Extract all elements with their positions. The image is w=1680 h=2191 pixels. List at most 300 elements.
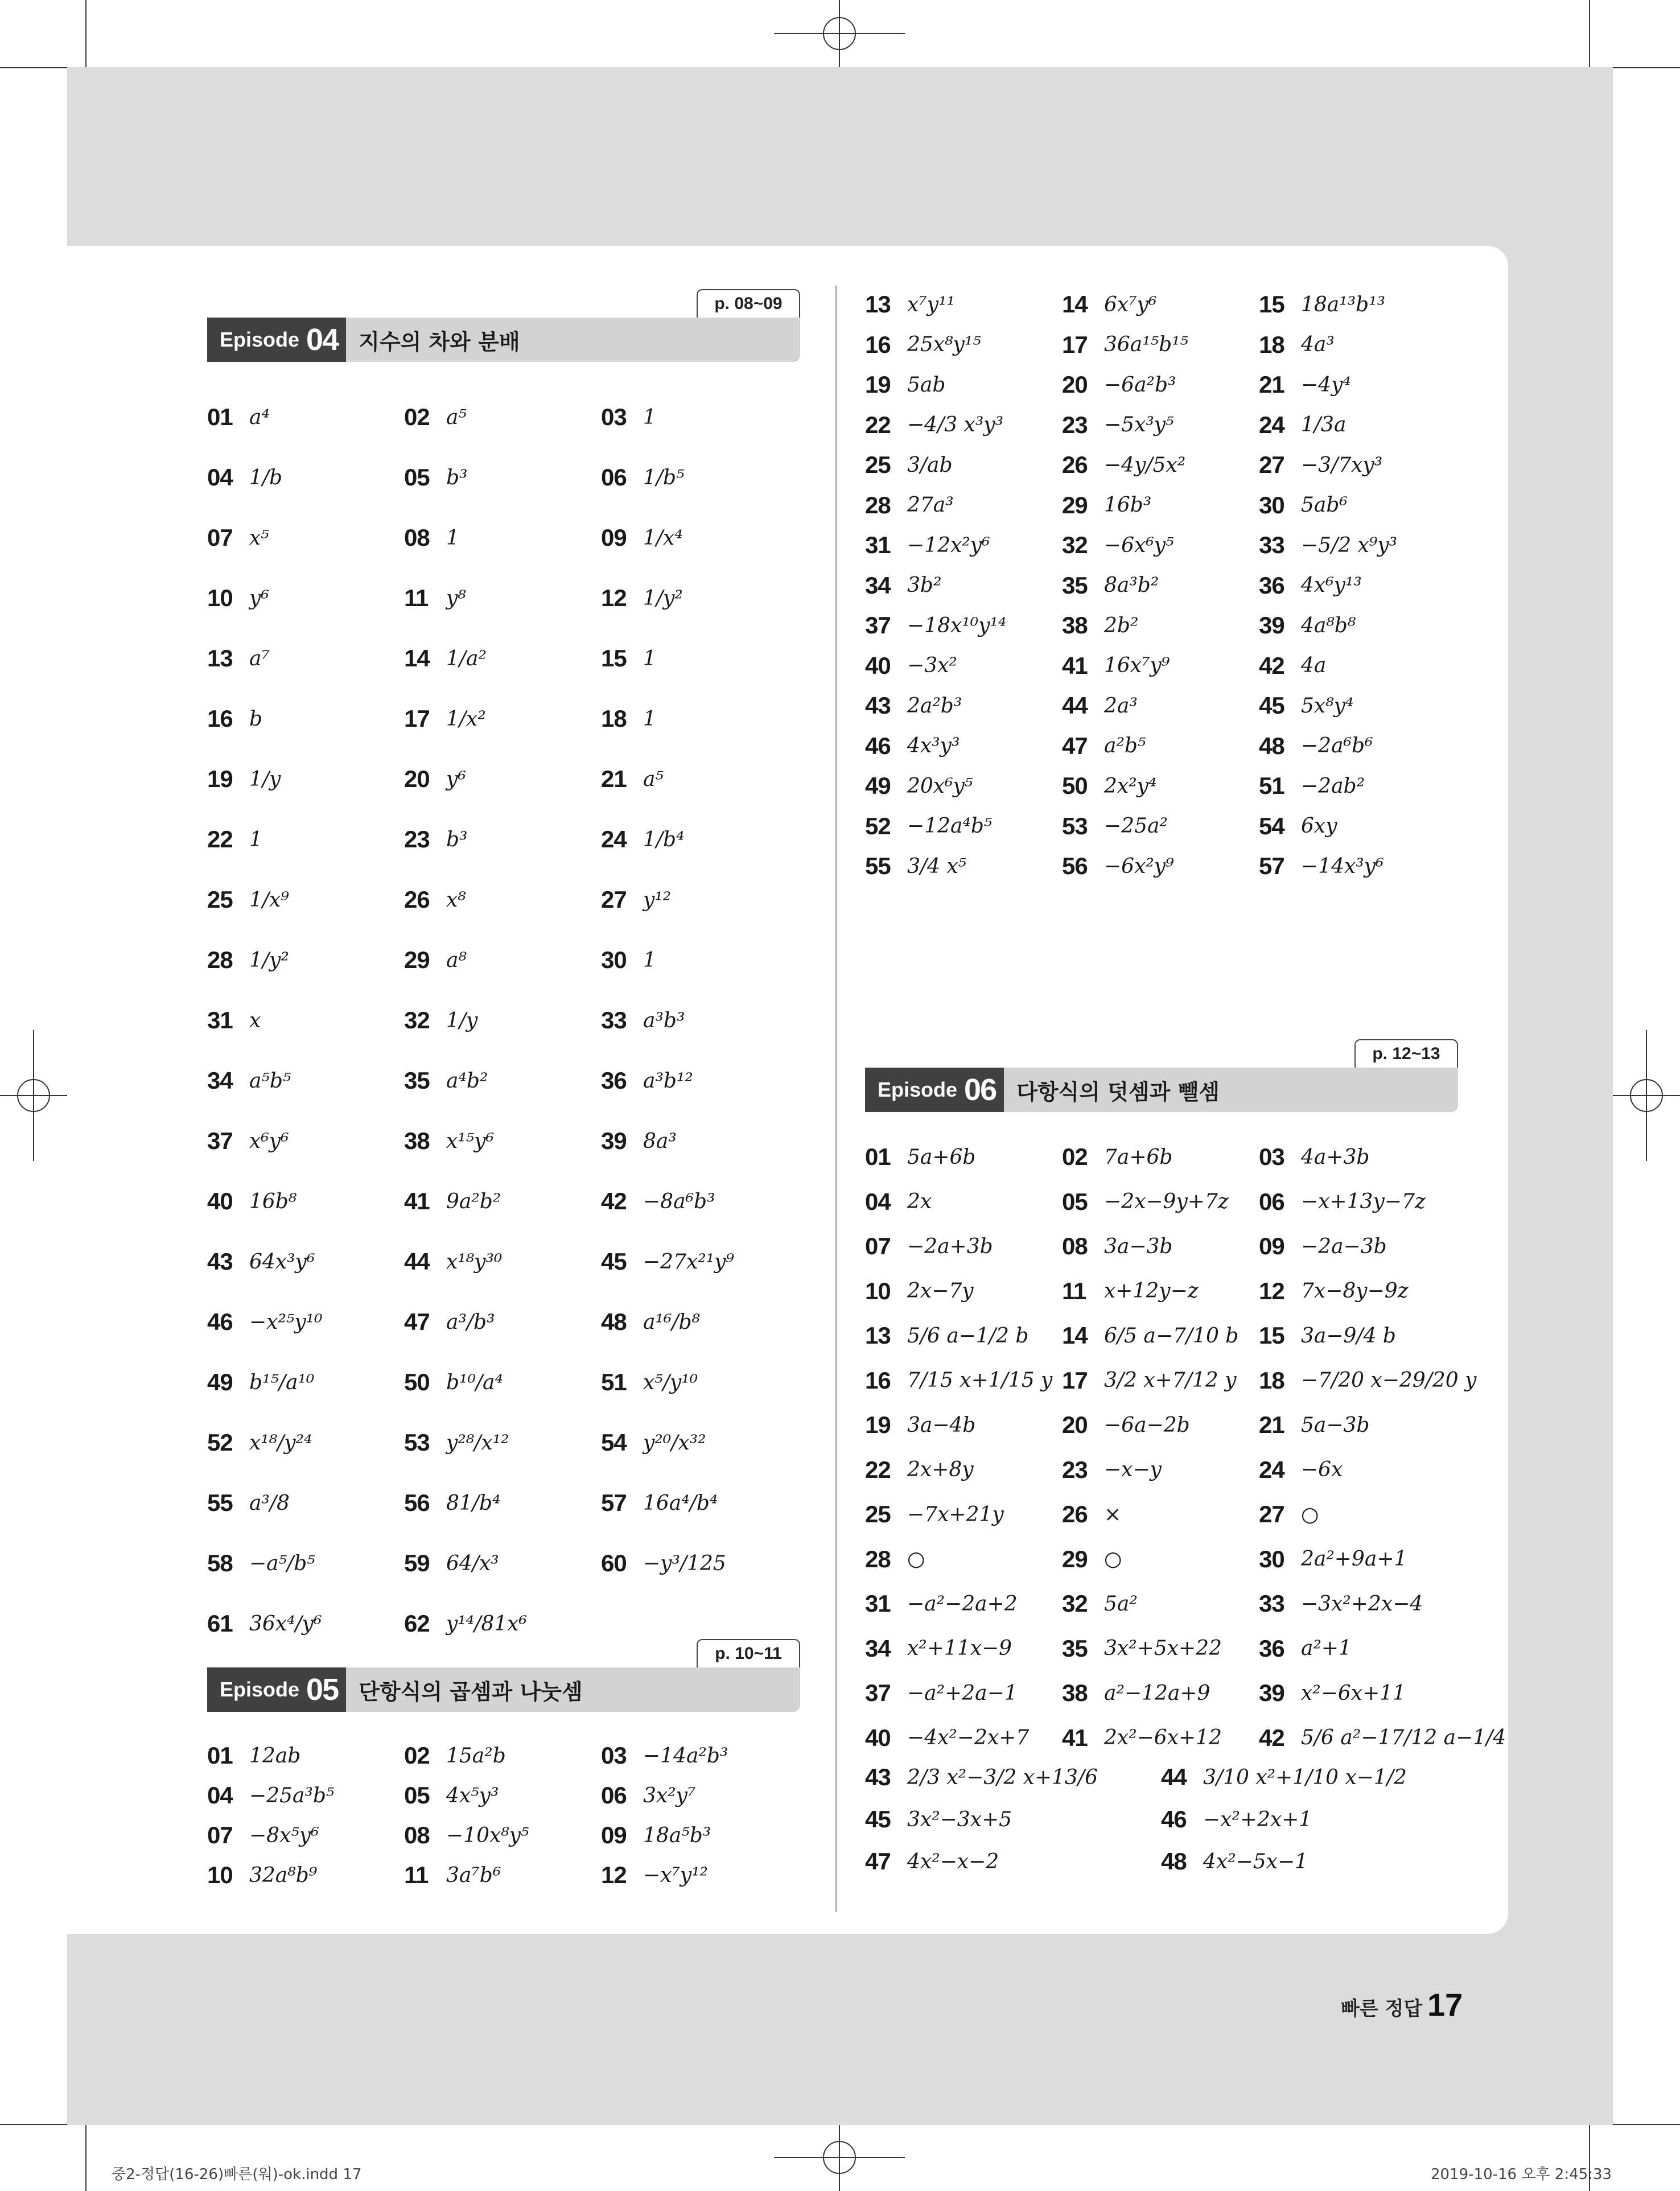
answer-number: 18: [1259, 1366, 1284, 1394]
answer-grid-06: [865, 1135, 1506, 1760]
answer-number: 14: [1062, 291, 1088, 318]
answer-value: −5/2 x⁹y³: [1301, 533, 1398, 557]
answer-value: 15a²b: [446, 1744, 506, 1768]
answer-item: [601, 403, 798, 431]
answer-number: 21: [1259, 1411, 1284, 1439]
answer-number: 57: [1259, 852, 1284, 880]
answer-number: 34: [207, 1067, 233, 1094]
answer-number: 17: [1062, 331, 1088, 358]
answer-item: [1259, 732, 1456, 760]
answer-item: [1259, 1278, 1456, 1305]
answer-item: [865, 1764, 1161, 1791]
answer-row: [207, 628, 798, 689]
answer-row: [207, 1111, 798, 1171]
answer-value: 2x²y⁴: [1104, 774, 1157, 798]
answer-item: [1259, 652, 1456, 679]
answer-item: [1062, 572, 1259, 599]
answer-item: [865, 1456, 1062, 1484]
answer-item: [404, 1610, 601, 1637]
answer-value: −2a−3b: [1301, 1234, 1387, 1258]
answer-item: [1259, 1501, 1456, 1528]
answer-number: 15: [601, 645, 627, 672]
answer-number: 07: [865, 1233, 891, 1260]
answer-row: [207, 749, 798, 809]
answer-number: 07: [207, 1822, 233, 1848]
answer-item: [865, 1411, 1062, 1439]
answer-item: [1062, 411, 1259, 439]
answer-item: [1259, 1411, 1456, 1439]
answer-value: 1/y: [446, 1008, 478, 1032]
answer-number: 06: [601, 464, 627, 491]
answer-value: b¹⁰/a⁴: [446, 1370, 503, 1394]
answer-item: [865, 1143, 1062, 1171]
answer-number: 24: [601, 826, 627, 852]
answer-number: 03: [601, 403, 627, 430]
answer-item: [601, 1188, 798, 1215]
answer-number: 01: [207, 1742, 233, 1769]
answer-item: [1161, 1848, 1457, 1875]
answer-value: −25a³b⁵: [249, 1784, 335, 1807]
answer-number: 39: [1259, 1679, 1284, 1707]
footer-timestamp: 2019-10-16 오후 2:45:33: [1431, 2166, 1612, 2183]
page-ref-tag: p. 10~11: [697, 1639, 800, 1667]
answer-row: [865, 1626, 1456, 1671]
answer-item: [1259, 852, 1456, 880]
answer-row: [207, 1232, 798, 1292]
answer-number: 17: [404, 705, 430, 732]
episode-title: 다항식의 덧셈과 뺄셈: [1016, 1079, 1220, 1105]
answer-number: 44: [404, 1248, 430, 1275]
answer-item: [1259, 331, 1456, 359]
answer-value: 3x²y⁷: [643, 1784, 696, 1807]
answer-item: [404, 1188, 601, 1215]
answer-value: 20x⁶y⁵: [907, 774, 973, 798]
answer-item: [601, 1782, 798, 1809]
answer-value: −4y/5x²: [1104, 453, 1186, 477]
answer-number: 15: [1259, 1322, 1284, 1349]
answer-value: 4x³y³: [907, 734, 960, 758]
answer-number: 16: [865, 331, 891, 358]
answer-number: 48: [601, 1308, 627, 1335]
answer-value: 5a−3b: [1301, 1413, 1370, 1437]
answer-value: 3a−4b: [907, 1413, 976, 1437]
answer-value: −x−y: [1104, 1458, 1162, 1482]
answer-value: 1: [643, 707, 656, 731]
answer-item: [207, 1429, 404, 1456]
answer-item: [207, 1127, 404, 1155]
answer-item: [404, 1429, 601, 1456]
answer-row: [207, 1776, 798, 1815]
answer-value: ×: [1104, 1502, 1122, 1526]
answer-item: [601, 946, 798, 974]
answer-number: 15: [1259, 291, 1284, 318]
answer-value: −6a−2b: [1104, 1413, 1190, 1437]
answer-row: [865, 1716, 1506, 1761]
answer-number: 29: [404, 946, 430, 973]
answer-number: 25: [865, 1501, 891, 1528]
answer-number: 19: [865, 1411, 891, 1439]
answer-value: −7x+21y: [907, 1502, 1004, 1526]
answer-item: [1062, 1143, 1259, 1171]
answer-value: a⁵: [643, 767, 664, 791]
answer-item: [865, 492, 1062, 519]
answer-item: [1062, 532, 1259, 559]
answer-number: 05: [404, 464, 430, 491]
answer-row: [865, 1448, 1456, 1493]
answer-row: [207, 1051, 798, 1111]
answer-number: 02: [404, 403, 430, 430]
answer-item: [207, 1489, 404, 1517]
answer-item: [404, 1007, 601, 1034]
footer-title: 빠른 정답: [1341, 1998, 1423, 2020]
answer-item: [207, 645, 404, 672]
answer-item: [601, 1489, 798, 1517]
answer-number: 06: [1259, 1188, 1284, 1215]
answer-number: 56: [404, 1489, 430, 1516]
episode-number: 04: [306, 323, 339, 357]
answer-number: 31: [865, 532, 891, 559]
answer-item: [207, 1782, 404, 1809]
answer-value: −2ab²: [1301, 774, 1365, 798]
answer-row: [865, 766, 1456, 806]
answer-number: 48: [1259, 732, 1284, 759]
answer-item: [1062, 732, 1259, 760]
answer-number: 20: [404, 765, 430, 792]
answer-item: [865, 411, 1062, 439]
column-divider: [835, 286, 837, 1912]
answer-item: [404, 584, 601, 612]
answer-value: 2/3 x²−3/2 x+13/6: [907, 1765, 1098, 1789]
answer-value: 1/y²: [643, 586, 683, 610]
answer-grid-05-left: [207, 1736, 798, 1895]
answer-item: [1062, 291, 1259, 318]
answer-value: 1/x⁴: [643, 526, 683, 550]
answer-item: [1062, 1546, 1259, 1573]
answer-value: 16b⁸: [249, 1189, 297, 1213]
answer-number: 26: [404, 886, 430, 913]
answer-row: [207, 990, 798, 1051]
answer-row: [865, 485, 1456, 526]
answer-item: [1259, 492, 1456, 519]
answer-value: −3/7xy³: [1301, 453, 1383, 477]
answer-value: 1/x⁹: [249, 888, 289, 912]
answer-value: −6x²y⁹: [1104, 854, 1174, 878]
answer-number: 04: [207, 464, 233, 491]
answer-item: [404, 403, 601, 431]
answer-value: 1: [643, 646, 656, 670]
answer-item: [601, 1369, 798, 1396]
answer-row: [207, 508, 798, 568]
answer-value: a⁵: [446, 405, 467, 429]
answer-item: [404, 1489, 601, 1517]
answer-item: [865, 772, 1062, 800]
answer-value: 3x²+5x+22: [1104, 1637, 1222, 1661]
answer-item: [865, 1233, 1062, 1260]
answer-number: 19: [207, 765, 233, 792]
answer-item: [865, 532, 1062, 559]
answer-item: [207, 1369, 404, 1396]
page-ref-tag: p. 08~09: [697, 289, 800, 318]
answer-value: 36a¹⁵b¹⁵: [1104, 333, 1189, 357]
answer-value: a⁴: [249, 405, 270, 429]
answer-item: [865, 1806, 1161, 1833]
answer-item: [1062, 1635, 1259, 1662]
answer-row: [865, 1313, 1456, 1358]
answer-row: [865, 1224, 1456, 1269]
answer-value: a⁸: [446, 948, 467, 972]
answer-number: 36: [601, 1067, 627, 1094]
answer-value: −12x²y⁶: [907, 533, 990, 557]
episode-number: 06: [964, 1073, 997, 1107]
answer-row: [865, 566, 1456, 606]
answer-row: [865, 1756, 1457, 1798]
answer-item: [1259, 532, 1456, 559]
answer-number: 01: [207, 403, 233, 430]
answer-value: −4y⁴: [1301, 373, 1351, 397]
answer-value: a³b³: [643, 1008, 685, 1032]
episode-word: Episode: [220, 1678, 300, 1701]
answer-number: 41: [1062, 652, 1088, 679]
answer-item: [1062, 612, 1259, 639]
answer-value: −x+13y−7z: [1301, 1190, 1426, 1214]
answer-item: [1062, 1322, 1259, 1349]
answer-number: 11: [1062, 1277, 1086, 1304]
episode-header: [207, 1667, 800, 1712]
answer-value: 36x⁴/y⁶: [249, 1612, 322, 1636]
answer-item: [207, 403, 404, 431]
answer-number: 18: [1259, 331, 1284, 358]
footer-file-info: 중2-정답(16-26)빠른(워)-ok.indd 17: [112, 2166, 362, 2183]
answer-item: [865, 1590, 1062, 1617]
answer-row: [865, 1840, 1457, 1883]
answer-item: [1259, 813, 1456, 840]
answer-item: [1259, 1143, 1456, 1171]
answer-row: [865, 606, 1456, 646]
answer-row: [865, 1582, 1456, 1626]
answer-number: 28: [865, 1545, 891, 1572]
answer-number: 41: [1062, 1724, 1088, 1751]
answer-number: 09: [601, 524, 627, 551]
answer-value: 2a²b³: [907, 694, 962, 718]
answer-value: 3b²: [907, 574, 942, 598]
answer-number: 38: [1062, 1679, 1088, 1707]
answer-value: 2a³: [1104, 694, 1138, 718]
answer-value: 4a+3b: [1301, 1145, 1370, 1169]
answer-value: 7/15 x+1/15 y: [907, 1369, 1053, 1393]
answer-number: 53: [1062, 812, 1088, 839]
answer-number: 01: [865, 1143, 891, 1171]
answer-value: −14a²b³: [643, 1744, 728, 1768]
answer-value: x⁶y⁶: [249, 1129, 289, 1153]
answer-item: [865, 1278, 1062, 1305]
answer-item: [207, 765, 404, 793]
answer-row: [207, 1292, 798, 1352]
answer-number: 40: [865, 652, 891, 679]
answer-item: [207, 946, 404, 974]
page-number: 17: [1427, 1987, 1463, 2023]
answer-value: 1/b: [249, 466, 283, 489]
answer-value: 6x⁷y⁶: [1104, 293, 1157, 316]
answer-number: 37: [207, 1127, 233, 1154]
answer-number: 42: [1259, 652, 1284, 679]
answer-number: 27: [1259, 451, 1284, 479]
answer-row: [865, 525, 1456, 566]
answer-number: 04: [865, 1188, 891, 1215]
answer-value: 3/ab: [907, 453, 953, 477]
answer-number: 10: [207, 1861, 233, 1888]
answer-value: 7a+6b: [1104, 1145, 1173, 1169]
answer-number: 44: [1161, 1764, 1187, 1790]
answer-value: −14x³y⁶: [1301, 854, 1384, 878]
answer-number: 47: [865, 1848, 891, 1875]
answer-value: 1: [643, 948, 656, 972]
answer-value: x⁵: [249, 526, 269, 550]
answer-number: 44: [1062, 692, 1088, 719]
answer-number: 19: [865, 371, 891, 398]
answer-number: 53: [404, 1429, 430, 1456]
answer-item: [601, 1822, 798, 1849]
answer-number: 25: [207, 886, 233, 913]
answer-value: 1/a²: [446, 646, 487, 670]
answer-number: 33: [1259, 532, 1284, 559]
answer-item: [1062, 331, 1259, 359]
answer-number: 27: [1259, 1501, 1284, 1528]
answer-number: 54: [1259, 812, 1284, 839]
answer-number: 16: [207, 705, 233, 732]
answer-number: 43: [207, 1248, 233, 1275]
answer-value: 2b²: [1104, 613, 1139, 637]
answer-value: −6x: [1301, 1458, 1343, 1482]
answer-number: 45: [601, 1248, 627, 1275]
answer-item: [1259, 451, 1456, 479]
answer-number: 13: [865, 291, 891, 318]
answer-row: [865, 1180, 1456, 1225]
answer-row: [207, 689, 798, 749]
answer-value: 4x²−x−2: [907, 1850, 999, 1873]
answer-value: −12a⁴b⁵: [907, 814, 993, 838]
answer-item: [601, 1550, 798, 1577]
answer-number: 04: [207, 1782, 233, 1809]
answer-number: 20: [1062, 1411, 1088, 1439]
answer-value: 1/b⁴: [643, 827, 685, 851]
answer-value: 2x²−6x+12: [1104, 1726, 1222, 1750]
episode-word: Episode: [220, 328, 300, 351]
answer-row: [865, 1798, 1457, 1840]
answer-item: [404, 886, 601, 913]
answer-item: [1062, 1679, 1259, 1707]
answer-number: 21: [1259, 371, 1284, 398]
answer-item: [865, 1724, 1062, 1752]
episode-title: 지수의 차와 분배: [359, 329, 520, 355]
answer-number: 45: [1259, 692, 1284, 719]
answer-number: 51: [1259, 772, 1284, 800]
answer-number: 25: [865, 451, 891, 479]
answer-row: [207, 870, 798, 930]
answer-row: [207, 447, 798, 508]
answer-number: 32: [404, 1007, 430, 1033]
answer-value: 8a³: [643, 1129, 677, 1153]
answer-item: [601, 1308, 798, 1336]
answer-row: [865, 1135, 1456, 1180]
answer-value: 3a⁷b⁶: [446, 1863, 501, 1887]
answer-row: [865, 325, 1456, 365]
answer-value: 5/6 a−1/2 b: [907, 1324, 1029, 1348]
answer-number: 22: [865, 1456, 891, 1483]
answer-item: [404, 1369, 601, 1396]
answer-item: [1259, 572, 1456, 599]
answer-number: 27: [601, 886, 627, 913]
answer-item: [404, 1742, 601, 1769]
answer-row: [865, 1492, 1456, 1537]
answer-number: 51: [601, 1369, 627, 1395]
answer-row: [865, 1537, 1456, 1582]
answer-number: 16: [865, 1366, 891, 1394]
answer-number: 46: [207, 1308, 233, 1335]
answer-number: 46: [865, 732, 891, 759]
answer-number: 23: [404, 826, 430, 852]
answer-value: −10x⁸y⁵: [446, 1823, 529, 1847]
answer-number: 29: [1062, 491, 1088, 518]
answer-row: [207, 809, 798, 870]
answer-value: 1/x²: [446, 707, 486, 731]
answer-value: 2a²+9a+1: [1301, 1547, 1407, 1571]
answer-item: [1062, 451, 1259, 479]
answer-number: 08: [404, 1822, 430, 1848]
answer-item: [207, 1007, 404, 1034]
episode-header: [865, 1068, 1458, 1112]
answer-value: x²+11x−9: [907, 1637, 1012, 1661]
answer-number: 32: [1062, 1590, 1088, 1617]
answer-number: 14: [404, 645, 430, 672]
answer-value: 4a³: [1301, 333, 1335, 357]
answer-item: [1161, 1806, 1457, 1833]
answer-item: [1259, 1188, 1456, 1216]
answer-number: 32: [1062, 532, 1088, 559]
answer-value: 81/b⁴: [446, 1491, 501, 1515]
answer-item: [1259, 1322, 1456, 1349]
answer-value: x: [249, 1008, 261, 1032]
answer-item: [404, 464, 601, 491]
answer-number: 61: [207, 1610, 233, 1637]
answer-number: 10: [207, 584, 233, 611]
answer-number: 38: [404, 1127, 430, 1154]
answer-number: 40: [207, 1188, 233, 1214]
answer-value: −7/20 x−29/20 y: [1301, 1369, 1477, 1393]
answer-item: [865, 371, 1062, 398]
answer-row: [207, 930, 798, 990]
answer-value: −x²+2x+1: [1203, 1807, 1312, 1831]
answer-value: 4a⁸b⁸: [1301, 613, 1356, 637]
answer-grid-04: [207, 387, 798, 1654]
answer-item: [404, 1248, 601, 1275]
answer-item: [404, 1782, 601, 1809]
episode-badge: [207, 1667, 346, 1712]
answer-item: [404, 826, 601, 853]
answer-value: y²⁰/x³²: [643, 1431, 706, 1455]
answer-value: −18x¹⁰y¹⁴: [907, 613, 1007, 637]
answer-value: 4x⁵y³: [446, 1784, 499, 1807]
answer-number: 38: [1062, 612, 1088, 639]
answer-item: [1259, 1679, 1456, 1707]
answer-value: x²−6x+11: [1301, 1681, 1406, 1705]
answer-item: [1062, 371, 1259, 398]
answer-value: 64x³y⁶: [249, 1250, 315, 1274]
answer-item: [207, 886, 404, 913]
answer-item: [404, 1067, 601, 1094]
answer-number: 60: [601, 1550, 627, 1576]
answer-number: 59: [404, 1550, 430, 1576]
answer-number: 10: [865, 1277, 891, 1304]
